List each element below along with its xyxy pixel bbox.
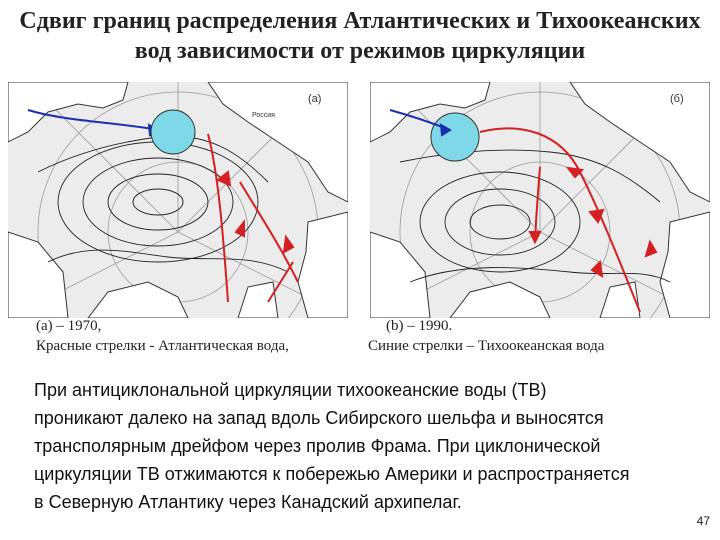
title-line-2: вод зависимости от режимов циркуляции <box>134 38 586 64</box>
body-line-5: в Северную Атлантику через Канадский архипелаг. <box>34 492 462 512</box>
caption-left-line-2: Красные стрелки - Атлантическая вода, <box>36 338 289 354</box>
caption-right <box>368 316 604 356</box>
body-line-1: При антициклональной циркуляции тихоокеанские воды (ТВ) <box>34 380 547 400</box>
panel-label-b: (б) <box>670 93 684 105</box>
body-line-4: циркуляции ТВ отжимаются к побережью Америки и распространяется <box>34 464 630 484</box>
body-line-3: трансполярным дрейфом через пролив Фрама. При циклонической <box>34 436 601 456</box>
body-paragraph <box>34 376 694 516</box>
circulation-map-1990 <box>370 82 710 318</box>
body-line-2: проникают далеко на запад вдоль Сибирского шельфа и выносятся <box>34 408 604 428</box>
caption-right-line-2: Синие стрелки – Тихоокеанская вода <box>368 338 605 354</box>
caption-right-line-1: (b) – 1990. <box>386 318 453 334</box>
strait-highlight-circle <box>151 110 195 154</box>
slide-title <box>0 6 720 66</box>
page-number: 47 <box>696 514 710 528</box>
caption-left-line-1: (a) – 1970, <box>36 318 102 334</box>
strait-highlight-circle <box>431 113 479 161</box>
map-graphic-left <box>8 82 348 318</box>
panel-label-a: (а) <box>308 93 322 105</box>
map-graphic-right <box>370 82 710 318</box>
caption-left <box>36 316 289 356</box>
region-label-russia: Россия <box>252 112 275 119</box>
title-line-1: Сдвиг границ распределения Атлантических и Тихоокеанских <box>19 8 701 34</box>
circulation-map-1970 <box>8 82 348 318</box>
